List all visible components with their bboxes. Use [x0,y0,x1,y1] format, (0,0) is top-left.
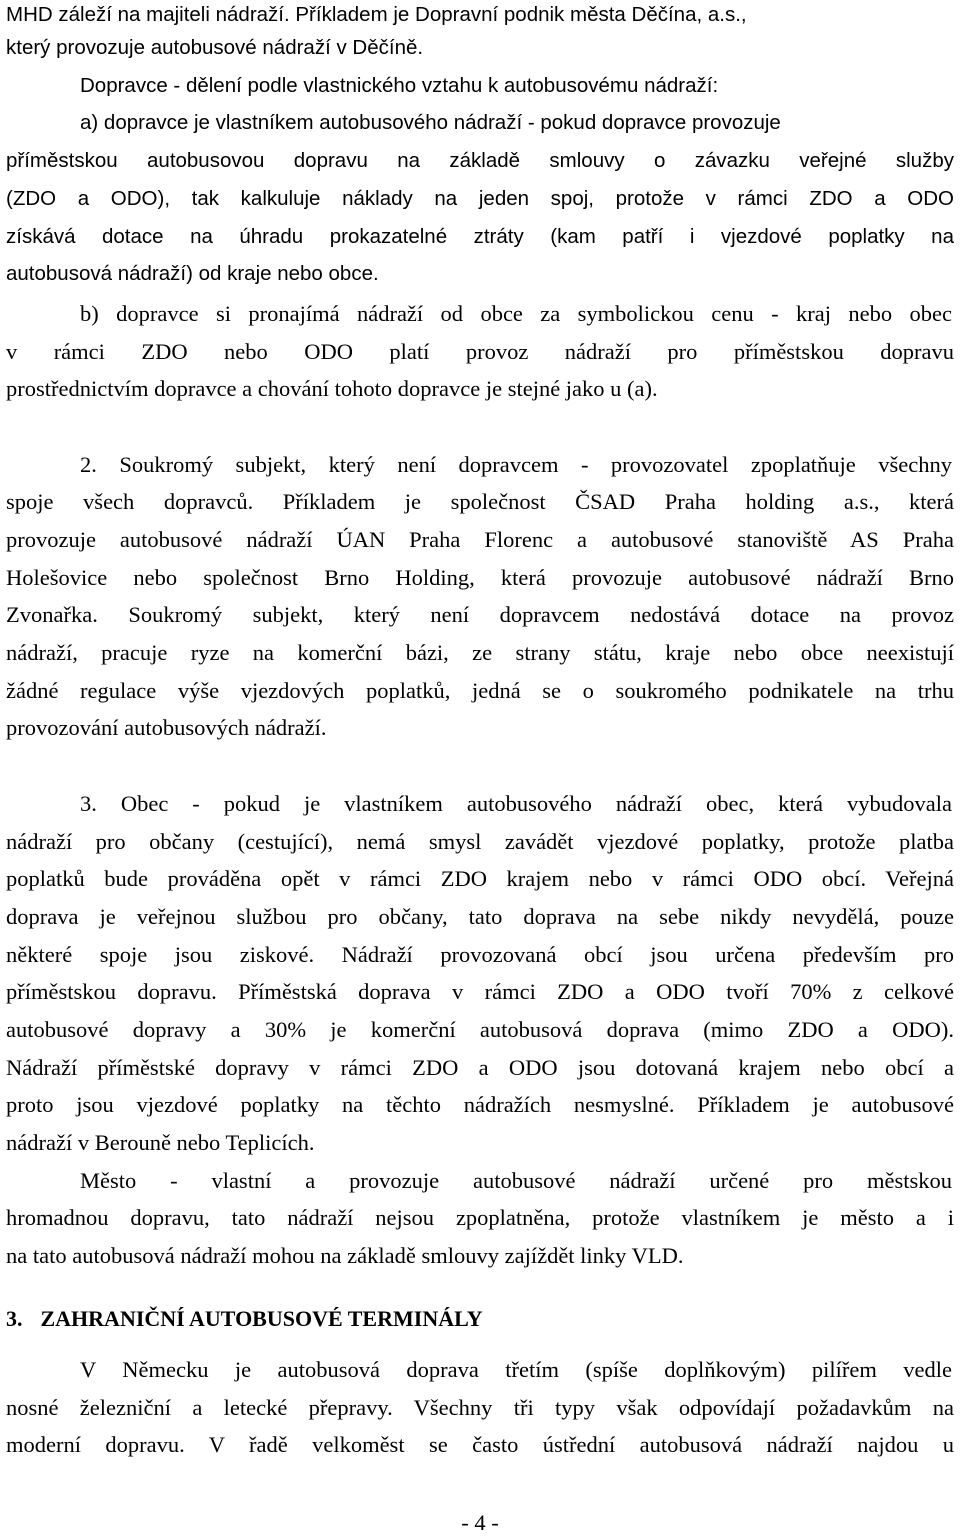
text-line: který provozuje autobusové nádraží v Děčíně. [6,36,424,59]
text-line: žádné regulace výše vjezdových poplatků, jedná se o soukromého podnikatele na trhu [6,678,954,703]
text-line: 3. Obec - pokud je vlastníkem autobusového nádraží obec, která vybudovala [80,791,952,816]
text-line: Dopravce - dělení podle vlastnického vztahu k autobusovému nádraží: [80,74,719,97]
text-line: Nádraží příměstské dopravy v rámci ZDO a ODO jsou dotovaná krajem nebo obcí a [6,1055,954,1080]
text-line: Zvonařka. Soukromý subjekt, který není dopravcem nedostává dotace na provoz [6,602,954,627]
text-line: nosné železniční a letecké přepravy. Všechny tři typy však odpovídají požadavkům na [6,1395,954,1420]
text-line: některé spoje jsou ziskové. Nádraží provozovaná obcí jsou určena především pro [6,942,954,967]
text-line: doprava je veřejnou službou pro občany, tato doprava na sebe nikdy nevydělá, pouze [6,904,954,929]
text-line: Město - vlastní a provozuje autobusové nádraží určené pro městskou [80,1168,952,1193]
text-line: Holešovice nebo společnost Brno Holding, která provozuje autobusové nádraží Brno [6,565,954,590]
text-line: 2. Soukromý subjekt, který není dopravcem - provozovatel zpoplatňuje všechny [80,452,952,477]
text-line: na tato autobusová nádraží mohou na základě smlouvy zajíždět linky VLD. [6,1243,684,1268]
page-number: - 4 - [461,1510,499,1535]
text-line: příměstskou dopravu. Příměstská doprava v rámci ZDO a ODO tvoří 70% z celkové [6,979,954,1004]
text-line: nádraží v Berouně nebo Teplicích. [6,1130,315,1155]
text-line: provozuje autobusové nádraží ÚAN Praha Florenc a autobusové stanoviště AS Praha [6,527,954,552]
text-line: provozování autobusových nádraží. [6,715,327,740]
text-line: nádraží pro občany (cestující), nemá smysl zavádět vjezdové poplatky, protože platba [6,829,954,854]
text-line: získává dotace na úhradu prokazatelné ztráty (kam patří i vjezdové poplatky na [6,225,954,248]
text-line: proto jsou vjezdové poplatky na těchto nádražích nesmyslné. Příkladem je autobusové [6,1092,954,1117]
text-line: spoje všech dopravců. Příkladem je společnost ČSAD Praha holding a.s., která [6,489,954,514]
section-heading [6,1304,483,1334]
text-line: autobusová nádraží) od kraje nebo obce. [6,262,379,285]
text-line: a) dopravce je vlastníkem autobusového nádraží - pokud dopravce provozuje [80,111,781,134]
text-line: V Německu je autobusová doprava třetím (spíše doplňkovým) pilířem vedle [80,1357,952,1382]
text-line: b) dopravce si pronajímá nádraží od obce za symbolickou cenu - kraj nebo obec [80,301,952,326]
text-line: nádraží, pracuje ryze na komerční bázi, ze strany státu, kraje nebo obce neexistují [6,640,954,665]
section-heading-number: 3. [6,1306,23,1331]
text-line: příměstskou autobusovou dopravu na základě smlouvy o závazku veřejné služby [6,149,954,172]
text-line: autobusové dopravy a 30% je komerční autobusová doprava (mimo ZDO a ODO). [6,1017,954,1042]
text-line: hromadnou dopravu, tato nádraží nejsou zpoplatněna, protože vlastníkem je město a i [6,1205,954,1230]
text-line: MHD záleží na majiteli nádraží. Příkladem je Dopravní podnik města Děčína, a.s., [6,3,747,26]
text-line: moderní dopravu. V řadě velkoměst se často ústřední autobusová nádraží najdou u [6,1432,954,1457]
text-line: poplatků bude prováděna opět v rámci ZDO krajem nebo v rámci ODO obcí. Veřejná [6,866,954,891]
text-line: v rámci ZDO nebo ODO platí provoz nádraží pro příměstskou dopravu [6,339,954,364]
text-line: (ZDO a ODO), tak kalkuluje náklady na jeden spoj, protože v rámci ZDO a ODO [6,187,954,210]
text-line: prostřednictvím dopravce a chování tohoto dopravce je stejné jako u (a). [6,376,658,401]
section-heading-title: ZAHRANIČNÍ AUTOBUSOVÉ TERMINÁLY [40,1306,483,1331]
